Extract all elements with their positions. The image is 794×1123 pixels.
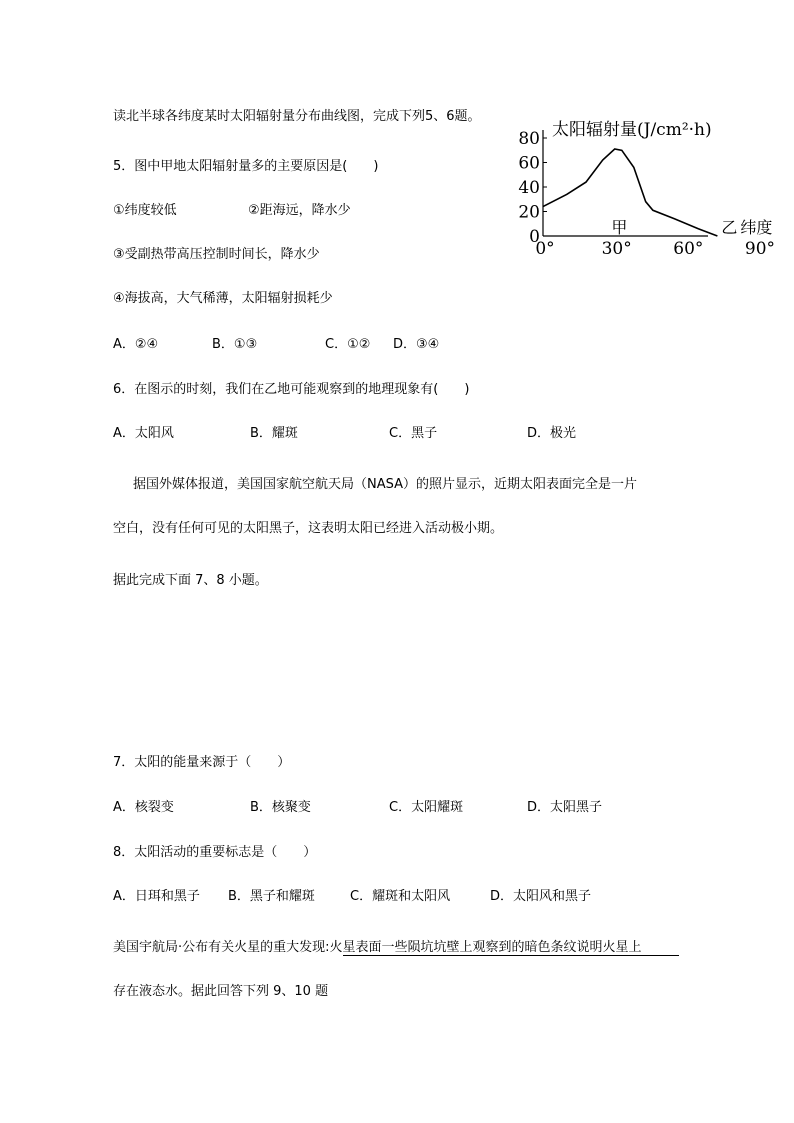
q6-stem: 6．在图示的时刻，我们在乙地可能观察到的地理现象有( ) <box>113 382 470 397</box>
chart-title: 太阳辐射量(J/cm²·h) <box>552 120 712 140</box>
x-tick-label: 30° <box>601 239 632 259</box>
passage3-underline <box>343 955 679 956</box>
q5-option-a: A．②④ <box>113 337 159 352</box>
q5-option-c: C．①② <box>325 337 371 352</box>
q5-stem: 5．图中甲地太阳辐射量多的主要原因是( ) <box>113 159 379 174</box>
q7-option-c: C．太阳耀斑 <box>389 800 464 815</box>
q8-option-b: B．黑子和耀斑 <box>228 889 315 904</box>
q6-option-a: A．太阳风 <box>113 426 174 441</box>
y-tick-label: 40 <box>518 178 540 198</box>
q5-option-d: D．③④ <box>393 337 440 352</box>
q6-option-d: D．极光 <box>527 426 577 441</box>
x-tick-label: 0° <box>535 239 555 259</box>
passage2-line3: 据此完成下面 7、8 小题。 <box>113 573 268 588</box>
x-tick-label: 90° <box>744 239 776 259</box>
annotation-jia: 甲 <box>611 218 628 237</box>
y-tick-label: 0 <box>529 227 540 247</box>
x-axis-label: 纬度 <box>740 218 773 237</box>
radiation-curve <box>543 149 717 236</box>
radiation-chart <box>518 118 780 259</box>
annotation-yi: 乙 <box>721 218 738 237</box>
q5-item-3: ③受副热带高压控制时间长，降水少 <box>113 247 320 262</box>
q7-stem: 7．太阳的能量来源于（ ） <box>113 755 291 770</box>
intro-text: 读北半球各纬度某时太阳辐射量分布曲线图，完成下列5、6题。 <box>113 109 481 124</box>
q5-item-1: ①纬度较低 <box>113 203 177 218</box>
q7-option-a: A．核裂变 <box>113 800 174 815</box>
y-tick-label: 20 <box>518 202 540 223</box>
q6-option-c: C．黑子 <box>389 426 438 441</box>
q5-option-b: B．①③ <box>212 337 258 352</box>
y-tick-label: 60 <box>518 153 540 174</box>
passage3-text: 美国宇航局·公布有关火星的重大发现:火星表面一些陨坑坑壁上观察到的暗色条纹说明火星上 <box>113 940 642 955</box>
q8-option-d: D．太阳风和黑子 <box>490 889 592 904</box>
q5-item-2: ②距海远，降水少 <box>248 203 351 218</box>
passage2-line1: 据国外媒体报道，美国国家航空航天局（NASA）的照片显示，近期太阳表面完全是一片 <box>133 477 638 492</box>
q8-option-a: A．日珥和黑子 <box>113 889 200 904</box>
q8-stem: 8．太阳活动的重要标志是（ ） <box>113 845 317 860</box>
q8-option-c: C．耀斑和太阳风 <box>350 889 451 904</box>
passage2-line2: 空白，没有任何可见的太阳黑子，这表明太阳已经进入活动极小期。 <box>113 521 504 536</box>
q5-item-4: ④海拔高，大气稀薄，太阳辐射损耗少 <box>113 291 333 306</box>
y-tick-label: 80 <box>518 129 540 149</box>
q7-option-d: D．太阳黑子 <box>527 800 603 815</box>
q6-option-b: B．耀斑 <box>250 426 298 441</box>
passage3-line2: 存在液态水。据此回答下列 9、10 题 <box>113 984 329 999</box>
q7-option-b: B．核聚变 <box>250 800 311 815</box>
x-tick-label: 60° <box>673 239 704 259</box>
